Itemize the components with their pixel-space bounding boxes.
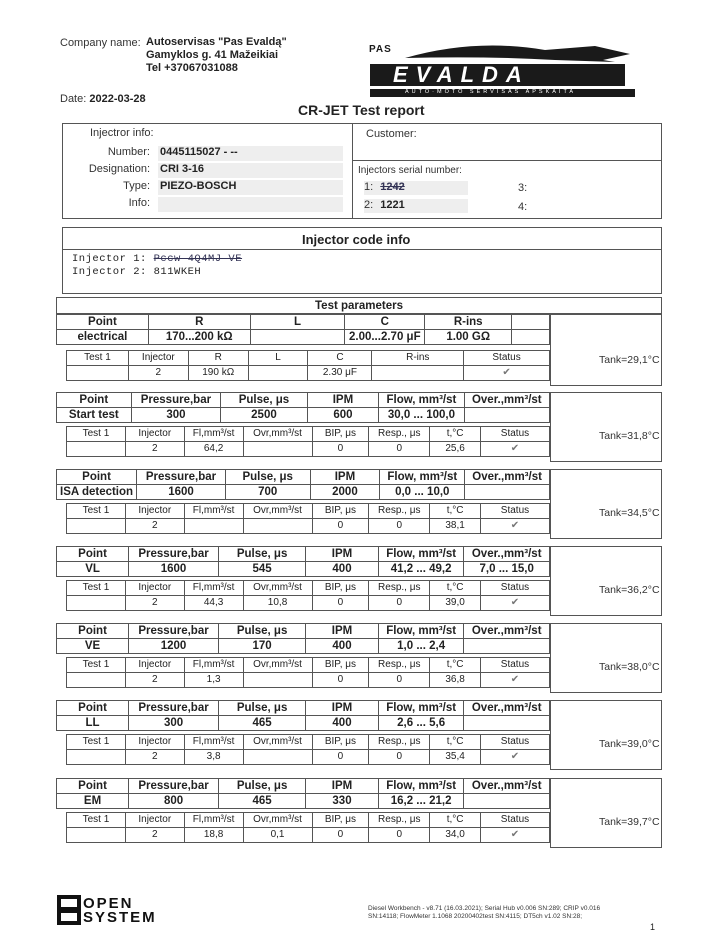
- electrical-header-l: L: [250, 315, 345, 330]
- test-result-table: [66, 657, 550, 688]
- spec-header-point: Point: [57, 779, 129, 794]
- status-check-icon: ✔: [464, 366, 550, 381]
- spec-value-point: Start test: [57, 408, 132, 423]
- field-label-info: Info:: [128, 197, 150, 209]
- spec-value-flow: 0,0 ... 10,0: [380, 485, 465, 500]
- spec-header-point: Point: [57, 701, 129, 716]
- date-row: [60, 93, 146, 105]
- result-value-injector: 2: [125, 673, 184, 688]
- open-system-icon: [57, 895, 83, 925]
- brand-line-2: SYSTEM: [83, 909, 157, 926]
- result-header-status: Status: [480, 504, 549, 519]
- result-value-flow: 18,8: [184, 828, 243, 843]
- result-header-over: Ovr,mm³/st: [243, 427, 312, 442]
- electrical-tank: Tank=29,1°C: [599, 354, 660, 366]
- spec-value-point: EM: [57, 794, 129, 809]
- result-header-injector: Injector: [125, 581, 184, 596]
- spec-header-ipm: IPM: [307, 393, 379, 408]
- spec-value-over: [465, 485, 550, 500]
- result-value-temp: 25,6: [430, 442, 481, 457]
- spec-header-pressure: Pressure,bar: [129, 624, 219, 639]
- injector-fields: [70, 146, 345, 214]
- serial-label: Injectors serial number:: [358, 165, 462, 176]
- tank-box: [550, 469, 662, 539]
- customer-label: Customer:: [366, 128, 417, 140]
- result-value-test: [67, 519, 126, 534]
- injector-info-title: Injectror info:: [90, 127, 154, 139]
- result-value-bip: 0: [312, 750, 369, 765]
- status-check-icon: ✔: [480, 596, 549, 611]
- result-header-temp: t,°C: [430, 735, 481, 750]
- electrical-result-c: 2.30 μF: [308, 366, 372, 381]
- result-value-flow: [184, 519, 243, 534]
- spec-value-pulse: 700: [225, 485, 310, 500]
- result-value-over: [243, 673, 312, 688]
- result-value-test: [67, 828, 126, 843]
- spec-header-ipm: IPM: [306, 547, 379, 562]
- result-value-over: [243, 442, 312, 457]
- result-header-status: Status: [480, 813, 549, 828]
- electrical-result-rins: [372, 366, 464, 381]
- electrical-spec-r: 170...200 kΩ: [148, 330, 250, 345]
- result-value-bip: 0: [312, 596, 369, 611]
- result-value-resp: 0: [369, 519, 430, 534]
- electrical-spec-blank: [512, 330, 550, 345]
- electrical-header-r: R: [148, 315, 250, 330]
- spec-header-pressure: Pressure,bar: [129, 701, 219, 716]
- tank-box: [550, 392, 662, 462]
- spec-header-pulse: Pulse, μs: [221, 393, 307, 408]
- tank-temperature: Tank=36,2°C: [599, 584, 660, 596]
- result-value-resp: 0: [369, 828, 430, 843]
- spec-header-ipm: IPM: [306, 701, 379, 716]
- spec-header-over: Over.,mm³/st: [464, 393, 549, 408]
- result-value-test: [67, 596, 126, 611]
- result-header-injector: Injector: [125, 504, 184, 519]
- spec-header-point: Point: [57, 547, 129, 562]
- spec-value-flow: 41,2 ... 49,2: [378, 562, 464, 577]
- footer-info-line-1: Diesel Workbench - v8.71 (16.03.2021); Serial Hub v0.006 SN:289; CRIP v0.016: [368, 905, 601, 912]
- serial-1-value: 1242: [380, 181, 405, 193]
- result-value-bip: 0: [312, 828, 369, 843]
- result-header-injector: Injector: [125, 427, 184, 442]
- result-header-resp: Resp., μs: [369, 581, 430, 596]
- test-result-table: [66, 734, 550, 765]
- spec-header-ipm: IPM: [306, 779, 379, 794]
- spec-value-ipm: 400: [306, 562, 379, 577]
- electrical-result-header-test: Test 1: [67, 351, 129, 366]
- result-header-flow: Fl,mm³/st: [184, 658, 243, 673]
- result-header-test: Test 1: [67, 427, 126, 442]
- spec-value-ipm: 2000: [310, 485, 380, 500]
- spec-header-over: Over.,mm³/st: [464, 701, 550, 716]
- result-header-test: Test 1: [67, 813, 126, 828]
- test-result-table: [66, 503, 550, 534]
- electrical-tank-box: [550, 314, 662, 386]
- result-value-test: [67, 673, 126, 688]
- status-check-icon: ✔: [480, 750, 549, 765]
- spec-value-flow: 30,0 ... 100,0: [379, 408, 464, 423]
- result-value-over: [243, 519, 312, 534]
- test-result-table: [66, 580, 550, 611]
- spec-header-flow: Flow, mm³/st: [380, 470, 465, 485]
- serial-1-label: 1:: [364, 181, 374, 193]
- result-header-resp: Resp., μs: [369, 504, 430, 519]
- spec-value-pressure: 1600: [129, 562, 219, 577]
- result-header-over: Ovr,mm³/st: [243, 813, 312, 828]
- result-value-flow: 44,3: [184, 596, 243, 611]
- result-header-bip: BIP, μs: [312, 658, 369, 673]
- spec-value-point: VL: [57, 562, 129, 577]
- result-value-over: [243, 750, 312, 765]
- spec-value-pulse: 465: [219, 716, 306, 731]
- spec-header-ipm: IPM: [310, 470, 380, 485]
- result-header-injector: Injector: [125, 658, 184, 673]
- test-result-table: [66, 426, 550, 457]
- spec-header-point: Point: [57, 393, 132, 408]
- result-value-resp: 0: [369, 673, 430, 688]
- tank-temperature: Tank=38,0°C: [599, 661, 660, 673]
- result-value-bip: 0: [312, 519, 369, 534]
- status-check-icon: ✔: [480, 519, 549, 534]
- open-system-logo: [57, 895, 175, 925]
- result-value-injector: 2: [125, 750, 184, 765]
- result-header-bip: BIP, μs: [312, 427, 369, 442]
- result-header-flow: Fl,mm³/st: [184, 427, 243, 442]
- electrical-header-c: C: [345, 315, 425, 330]
- electrical-header-rins: R-ins: [425, 315, 512, 330]
- spec-header-flow: Flow, mm³/st: [378, 547, 464, 562]
- test-spec-table: [56, 469, 550, 500]
- result-value-temp: 34,0: [430, 828, 481, 843]
- footer-info-line-2: SN:14118; FlowMeter 1.1068 20200402test SN:4115; DT5ch v1.02 SN:28;: [368, 913, 583, 920]
- status-check-icon: ✔: [480, 673, 549, 688]
- code-line-2-value: 811WKEH: [153, 266, 202, 278]
- serial-3-label: 3:: [518, 182, 528, 194]
- result-header-status: Status: [480, 735, 549, 750]
- info-divider: [352, 123, 353, 219]
- electrical-spec-point: electrical: [57, 330, 149, 345]
- spec-value-pressure: 300: [129, 716, 219, 731]
- spec-header-flow: Flow, mm³/st: [378, 624, 464, 639]
- electrical-spec-table: [56, 314, 550, 345]
- result-header-flow: Fl,mm³/st: [184, 581, 243, 596]
- spec-header-pulse: Pulse, μs: [219, 701, 306, 716]
- electrical-result-header-c: C: [308, 351, 372, 366]
- result-header-resp: Resp., μs: [369, 427, 430, 442]
- spec-value-ipm: 600: [307, 408, 379, 423]
- code-line-2-label: Injector 2:: [72, 266, 147, 278]
- field-value-info: [158, 197, 343, 212]
- result-header-temp: t,°C: [430, 504, 481, 519]
- test-spec-table: [56, 700, 550, 731]
- spec-value-ipm: 400: [306, 716, 379, 731]
- result-header-temp: t,°C: [430, 813, 481, 828]
- spec-value-pressure: 300: [131, 408, 221, 423]
- result-value-test: [67, 750, 126, 765]
- test-params-title: Test parameters: [315, 300, 403, 312]
- date-label: Date:: [60, 93, 87, 105]
- spec-value-ipm: 400: [306, 639, 379, 654]
- tank-box: [550, 700, 662, 770]
- electrical-spec-c: 2.00...2.70 μF: [345, 330, 425, 345]
- electrical-header-blank: [512, 315, 550, 330]
- result-header-status: Status: [480, 581, 549, 596]
- spec-header-over: Over.,mm³/st: [464, 779, 550, 794]
- spec-header-pulse: Pulse, μs: [225, 470, 310, 485]
- tank-temperature: Tank=39,0°C: [599, 738, 660, 750]
- company-label: Company name:: [60, 37, 141, 49]
- code-info-title: Injector code info: [302, 232, 411, 247]
- brand-line-1: OPEN: [83, 895, 134, 912]
- info-divider-h: [352, 160, 662, 161]
- electrical-result-l: [248, 366, 308, 381]
- electrical-result-header-rins: R-ins: [372, 351, 464, 366]
- code-line-1-value: Pccw 4Q4MJ VE: [153, 253, 243, 265]
- result-value-temp: 36,8: [430, 673, 481, 688]
- result-value-injector: 2: [125, 828, 184, 843]
- spec-header-over: Over.,mm³/st: [464, 624, 550, 639]
- status-check-icon: ✔: [480, 828, 549, 843]
- spec-value-pulse: 545: [219, 562, 306, 577]
- electrical-result-injector: 2: [128, 366, 188, 381]
- code-info-divider: [62, 249, 662, 250]
- result-value-injector: 2: [125, 596, 184, 611]
- electrical-header-point: Point: [57, 315, 149, 330]
- electrical-result-header-l: L: [248, 351, 308, 366]
- field-value-type: PIEZO-BOSCH: [158, 180, 343, 195]
- company-logo: [365, 40, 640, 100]
- spec-header-pulse: Pulse, μs: [219, 624, 306, 639]
- electrical-result-header-status: Status: [464, 351, 550, 366]
- tank-box: [550, 546, 662, 616]
- result-header-bip: BIP, μs: [312, 581, 369, 596]
- spec-header-pressure: Pressure,bar: [137, 470, 226, 485]
- result-value-bip: 0: [312, 442, 369, 457]
- result-value-resp: 0: [369, 596, 430, 611]
- spec-value-point: VE: [57, 639, 129, 654]
- electrical-spec-l: [250, 330, 345, 345]
- result-header-resp: Resp., μs: [369, 813, 430, 828]
- result-value-bip: 0: [312, 673, 369, 688]
- result-header-bip: BIP, μs: [312, 735, 369, 750]
- field-value-designation: CRI 3-16: [158, 163, 343, 178]
- spec-header-point: Point: [57, 624, 129, 639]
- electrical-result-r: 190 kΩ: [188, 366, 248, 381]
- spec-value-over: [464, 408, 549, 423]
- page-number: 1: [650, 922, 656, 932]
- status-check-icon: ✔: [480, 442, 549, 457]
- spec-value-point: LL: [57, 716, 129, 731]
- result-value-temp: 39,0: [430, 596, 481, 611]
- field-label-designation: Designation:: [88, 163, 150, 175]
- test-spec-table: [56, 392, 550, 423]
- result-value-resp: 0: [369, 442, 430, 457]
- spec-value-ipm: 330: [306, 794, 379, 809]
- spec-header-flow: Flow, mm³/st: [378, 701, 464, 716]
- result-value-flow: 1,3: [184, 673, 243, 688]
- result-value-temp: 35,4: [430, 750, 481, 765]
- result-header-status: Status: [480, 427, 549, 442]
- spec-header-point: Point: [57, 470, 137, 485]
- result-header-resp: Resp., μs: [369, 735, 430, 750]
- result-value-test: [67, 442, 126, 457]
- result-value-resp: 0: [369, 750, 430, 765]
- result-header-over: Ovr,mm³/st: [243, 658, 312, 673]
- result-value-flow: 3,8: [184, 750, 243, 765]
- serial-2-field: [364, 199, 468, 213]
- serial-4-label: 4:: [518, 201, 528, 213]
- field-label-number: Number:: [107, 146, 150, 158]
- result-header-bip: BIP, μs: [312, 813, 369, 828]
- spec-value-flow: 2,6 ... 5,6: [378, 716, 464, 731]
- spec-value-pressure: 800: [129, 794, 219, 809]
- spec-value-pulse: 465: [219, 794, 306, 809]
- result-header-temp: t,°C: [430, 581, 481, 596]
- spec-value-flow: 16,2 ... 21,2: [378, 794, 464, 809]
- result-header-over: Ovr,mm³/st: [243, 504, 312, 519]
- spec-value-pressure: 1200: [129, 639, 219, 654]
- serial-1-field: [364, 181, 468, 195]
- result-header-temp: t,°C: [430, 427, 481, 442]
- test-result-table: [66, 812, 550, 843]
- electrical-result-header-injector: Injector: [128, 351, 188, 366]
- spec-header-pulse: Pulse, μs: [219, 547, 306, 562]
- result-header-over: Ovr,mm³/st: [243, 581, 312, 596]
- spec-header-pressure: Pressure,bar: [129, 779, 219, 794]
- spec-header-ipm: IPM: [306, 624, 379, 639]
- result-header-temp: t,°C: [430, 658, 481, 673]
- code-line-1-label: Injector 1:: [72, 253, 147, 265]
- spec-header-pulse: Pulse, μs: [219, 779, 306, 794]
- result-value-over: 10,8: [243, 596, 312, 611]
- spec-header-flow: Flow, mm³/st: [379, 393, 464, 408]
- spec-value-pulse: 170: [219, 639, 306, 654]
- test-spec-table: [56, 623, 550, 654]
- serial-2-label: 2:: [364, 199, 374, 211]
- logo-sub-text: AUTO·MOTO SERVISAS APSKAITA: [405, 89, 577, 95]
- tank-box: [550, 778, 662, 848]
- spec-header-pressure: Pressure,bar: [129, 547, 219, 562]
- field-value-number: 0445115027 - --: [158, 146, 343, 161]
- result-header-test: Test 1: [67, 581, 126, 596]
- result-header-over: Ovr,mm³/st: [243, 735, 312, 750]
- spec-value-over: [464, 794, 550, 809]
- result-header-flow: Fl,mm³/st: [184, 735, 243, 750]
- result-header-status: Status: [480, 658, 549, 673]
- electrical-result-test: [67, 366, 129, 381]
- report-title: CR-JET Test report: [298, 102, 425, 118]
- result-header-test: Test 1: [67, 735, 126, 750]
- tank-box: [550, 623, 662, 693]
- result-header-injector: Injector: [125, 813, 184, 828]
- code-line-2: [72, 266, 201, 278]
- spec-value-pressure: 1600: [137, 485, 226, 500]
- tank-temperature: Tank=34,5°C: [599, 507, 660, 519]
- result-value-flow: 64,2: [184, 442, 243, 457]
- spec-value-over: [464, 716, 550, 731]
- company-address: Gamyklos g. 41 Mažeikiai: [146, 49, 279, 61]
- test-spec-table: [56, 778, 550, 809]
- result-header-flow: Fl,mm³/st: [184, 504, 243, 519]
- spec-value-pulse: 2500: [221, 408, 307, 423]
- spec-header-over: Over.,mm³/st: [464, 547, 550, 562]
- spec-value-over: 7,0 ... 15,0: [464, 562, 550, 577]
- result-value-injector: 2: [125, 519, 184, 534]
- result-value-over: 0,1: [243, 828, 312, 843]
- spec-value-point: ISA detection: [57, 485, 137, 500]
- result-header-flow: Fl,mm³/st: [184, 813, 243, 828]
- electrical-spec-rins: 1.00 GΩ: [425, 330, 512, 345]
- serial-2-value: 1221: [380, 199, 405, 211]
- code-line-1: [72, 253, 242, 265]
- result-header-bip: BIP, μs: [312, 504, 369, 519]
- result-value-temp: 38,1: [430, 519, 481, 534]
- spec-value-flow: 1,0 ... 2,4: [378, 639, 464, 654]
- spec-value-over: [464, 639, 550, 654]
- tank-temperature: Tank=39,7°C: [599, 816, 660, 828]
- result-header-resp: Resp., μs: [369, 658, 430, 673]
- result-header-injector: Injector: [125, 735, 184, 750]
- spec-header-pressure: Pressure,bar: [131, 393, 221, 408]
- tank-temperature: Tank=31,8°C: [599, 430, 660, 442]
- test-spec-table: [56, 546, 550, 577]
- logo-top-text: PAS: [369, 44, 392, 55]
- company-name: Autoservisas "Pas Evaldą": [146, 36, 287, 48]
- logo-main-text: EVALDA: [393, 62, 530, 87]
- company-phone: Tel +37067031088: [146, 62, 238, 74]
- spec-header-flow: Flow, mm³/st: [378, 779, 464, 794]
- field-label-type: Type:: [123, 180, 150, 192]
- date-value: 2022-03-28: [89, 93, 146, 105]
- result-header-test: Test 1: [67, 504, 126, 519]
- electrical-result-header-r: R: [188, 351, 248, 366]
- result-value-injector: 2: [125, 442, 184, 457]
- spec-header-over: Over.,mm³/st: [465, 470, 550, 485]
- electrical-result-table: [66, 350, 550, 381]
- result-header-test: Test 1: [67, 658, 126, 673]
